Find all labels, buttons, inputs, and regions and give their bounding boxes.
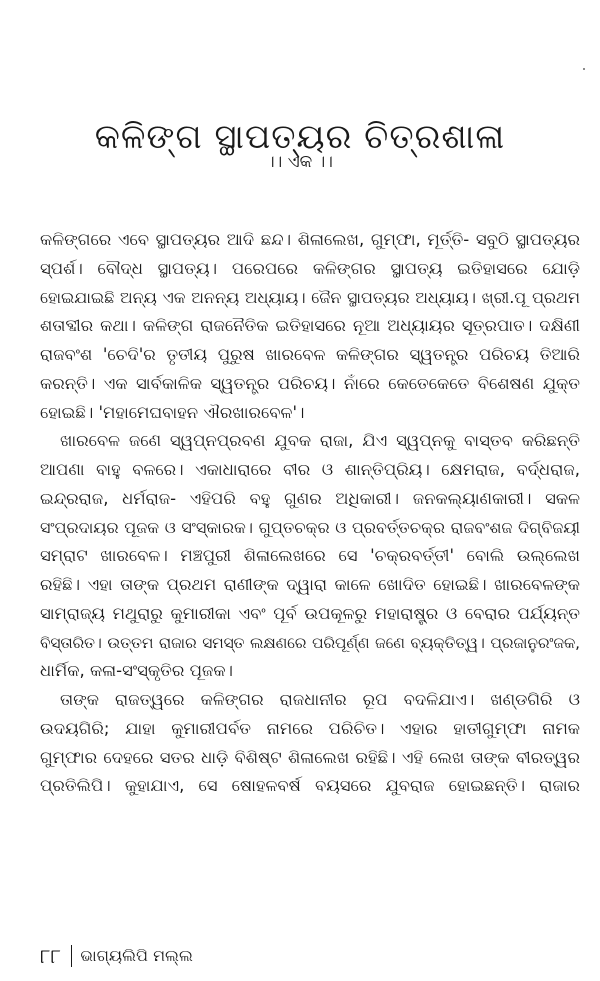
text-line: ଇନ୍ଦ୍ରରାଜ, ଧର୍ମରାଜ- ଏହିପରି ବହୁ ଗୁଣର ଅଧିକାରୀ। ଜନକଲ୍ୟାଣକାରୀ। ସକଳ xyxy=(40,488,580,508)
text-line: ପ୍ରତିଲିପି। କୁହାଯାଏ, ସେ ଷୋହଳବର୍ଷ ବୟସରେ ଯୁବରାଜ ହୋଇଛନ୍ତି। ରାଜାର xyxy=(40,776,580,796)
page-speck xyxy=(583,68,585,70)
text-line: ଖାରବେଳ ଜଣେ ସ୍ୱପ୍ନପ୍ରବଣ ଯୁବକ ରାଜା, ଯିଏ ସ୍ୱପ୍ନକୁ ବାସ୍ତବ କରିଛନ୍ତି xyxy=(60,431,580,451)
text-line: ଧାର୍ମିକ, କଳା-ସଂସ୍କୃତିର ପୂଜକ। xyxy=(40,661,233,681)
text-line: ସଂପ୍ରଦାୟର ପୂଜକ ଓ ସଂସ୍କାରକ। ଗୁପ୍ତଚକ୍ର ଓ ପ୍ରବର୍ତ୍ତଚକ୍ର ରାଜବଂଶଜ ଦିଗ୍‌ବିଜୟୀ xyxy=(40,517,580,537)
text-line: ସ୍ପର୍ଶ। ବୌଦ୍ଧ ସ୍ଥାପତ୍ୟ। ପରେପରେ କଳିଙ୍ଗର ସ୍ଥାପତ୍ୟ ଇତିହାସରେ ଯୋଡ଼ି xyxy=(40,258,580,278)
text-line: କରନ୍ତି। ଏକ ସାର୍ବକାଳିକ ସ୍ୱତନ୍ତ୍ର ପରିଚୟ। ନାଁରେ କେତେକେତେ ବିଶେଷଣ ଯୁକ୍ତ xyxy=(40,373,580,393)
text-line: ସାମ୍ରାଜ୍ୟ ମଥୁରାରୁ କୁମାରୀକା ଏବଂ ପୂର୍ବ ଉପକୂଳରୁ ମହାରାଷ୍ଟ୍ର ଓ ବେରାର ପର୍ଯ୍ୟନ୍ତ xyxy=(40,603,580,623)
text-line: ଆପଣା ବାହୁ ବଳରେ। ଏକାଧାରାରେ ବୀର ଓ ଶାନ୍ତିପ୍ରିୟ। କ୍ଷେମରାଜ, ବର୍ଦ୍ଧରାଜ, xyxy=(40,460,580,479)
footer-divider xyxy=(71,945,73,967)
page-number: ୮୮ xyxy=(40,944,61,968)
body-text xyxy=(40,226,580,801)
text-line: ଶତାବ୍ଦୀର କଥା। କଳିଙ୍ଗ ରାଜନୈତିକ ଇତିହାସରେ ନୂଆ ଅଧ୍ୟାୟର ସୂତ୍ରପାତ। ଦକ୍ଷିଣୀ xyxy=(40,316,580,336)
text-line: ଉଦୟଗିରି; ଯାହା କୁମାରୀପର୍ବତ ନାମରେ ପରିଚିତ। ଏହାର ହାତୀଗୁମ୍ଫା ନାମକ xyxy=(40,718,580,738)
text-line: ରହିଛି। ଏହା ତାଙ୍କ ପ୍ରଥମ ରାଣୀଙ୍କ ଦ୍ୱାରା କାଳେ ଖୋଦିତ ହୋଇଛି। ଖାରବେଳଙ୍କ xyxy=(40,575,580,594)
text-line: ହୋଇଯାଇଛି ଅନ୍ୟ ଏକ ଅନନ୍ୟ ଅଧ୍ୟାୟ। ଜୈନ ସ୍ଥାପତ୍ୟର ଅଧ୍ୟାୟ। ଖ୍ରୀ.ପୂ ପ୍ରଥମ xyxy=(40,287,580,307)
text-line: ଗୁମ୍ଫାର ଦେହରେ ସତର ଧାଡ଼ି ବିଶିଷ୍ଟ ଶିଳାଲେଖ ରହିଛି। ଏହି ଲେଖ ତାଙ୍କ ବୀରତ୍ୱର xyxy=(40,747,580,767)
page-footer xyxy=(40,942,193,970)
chapter-title: କଳିଙ୍ଗ ସ୍ଥାପତ୍ୟର ଚିତ୍ରଶାଳା xyxy=(94,116,506,157)
text-line: ହୋଇଛି। 'ମହାମେଘବାହନ ଐରଖାରବେଳ'। xyxy=(40,402,305,422)
text-line: କଳିଙ୍ଗରେ ଏବେ ସ୍ଥାପତ୍ୟର ଆଦି ଛନ୍ଦ। ଶିଳାଲେଖ, ଗୁମ୍ଫା, ମୂର୍ତ୍ତି- ସବୁଠି ସ୍ଥାପତ୍ୟର xyxy=(40,230,580,249)
author-name: ଭାଗ୍ୟଲିପି ମଲ୍ଲ xyxy=(80,946,193,965)
text-line: ବିସ୍ତାରିତ। ଉତ୍ତମ ରାଜାର ସମସ୍ତ ଲକ୍ଷଣରେ ପରିପୂର୍ଣ୍ଣ ଜଣେ ବ୍ୟକ୍ତିତ୍ୱ। ପ୍ରଜାନୁରଂଜକ, xyxy=(40,633,580,652)
text-line: ତାଙ୍କ ରାଜତ୍ୱରେ କଳିଙ୍ଗର ରାଜଧାନୀର ରୂପ ବଦଳିଯାଏ। ଖଣ୍ଡଗିରି ଓ xyxy=(60,690,580,709)
text-line: ରାଜବଂଶ 'ଚେଦି'ର ତୃତୀୟ ପୁରୁଷ ଖାରବେଳ କଳିଙ୍ଗର ସ୍ୱତନ୍ତ୍ର ପରିଚୟ ତିଆରି xyxy=(40,345,580,364)
text-line: ସମ୍ରାଟ ଖାରବେଳ। ମଞ୍ଚପୁରୀ ଶିଳାଲେଖରେ ସେ 'ଚକ୍ରବର୍ତ୍ତୀ' ବୋଲି ଉଲ୍ଲେଖ xyxy=(40,546,580,566)
chapter-number: ।। ଏକ ।। xyxy=(267,152,333,172)
